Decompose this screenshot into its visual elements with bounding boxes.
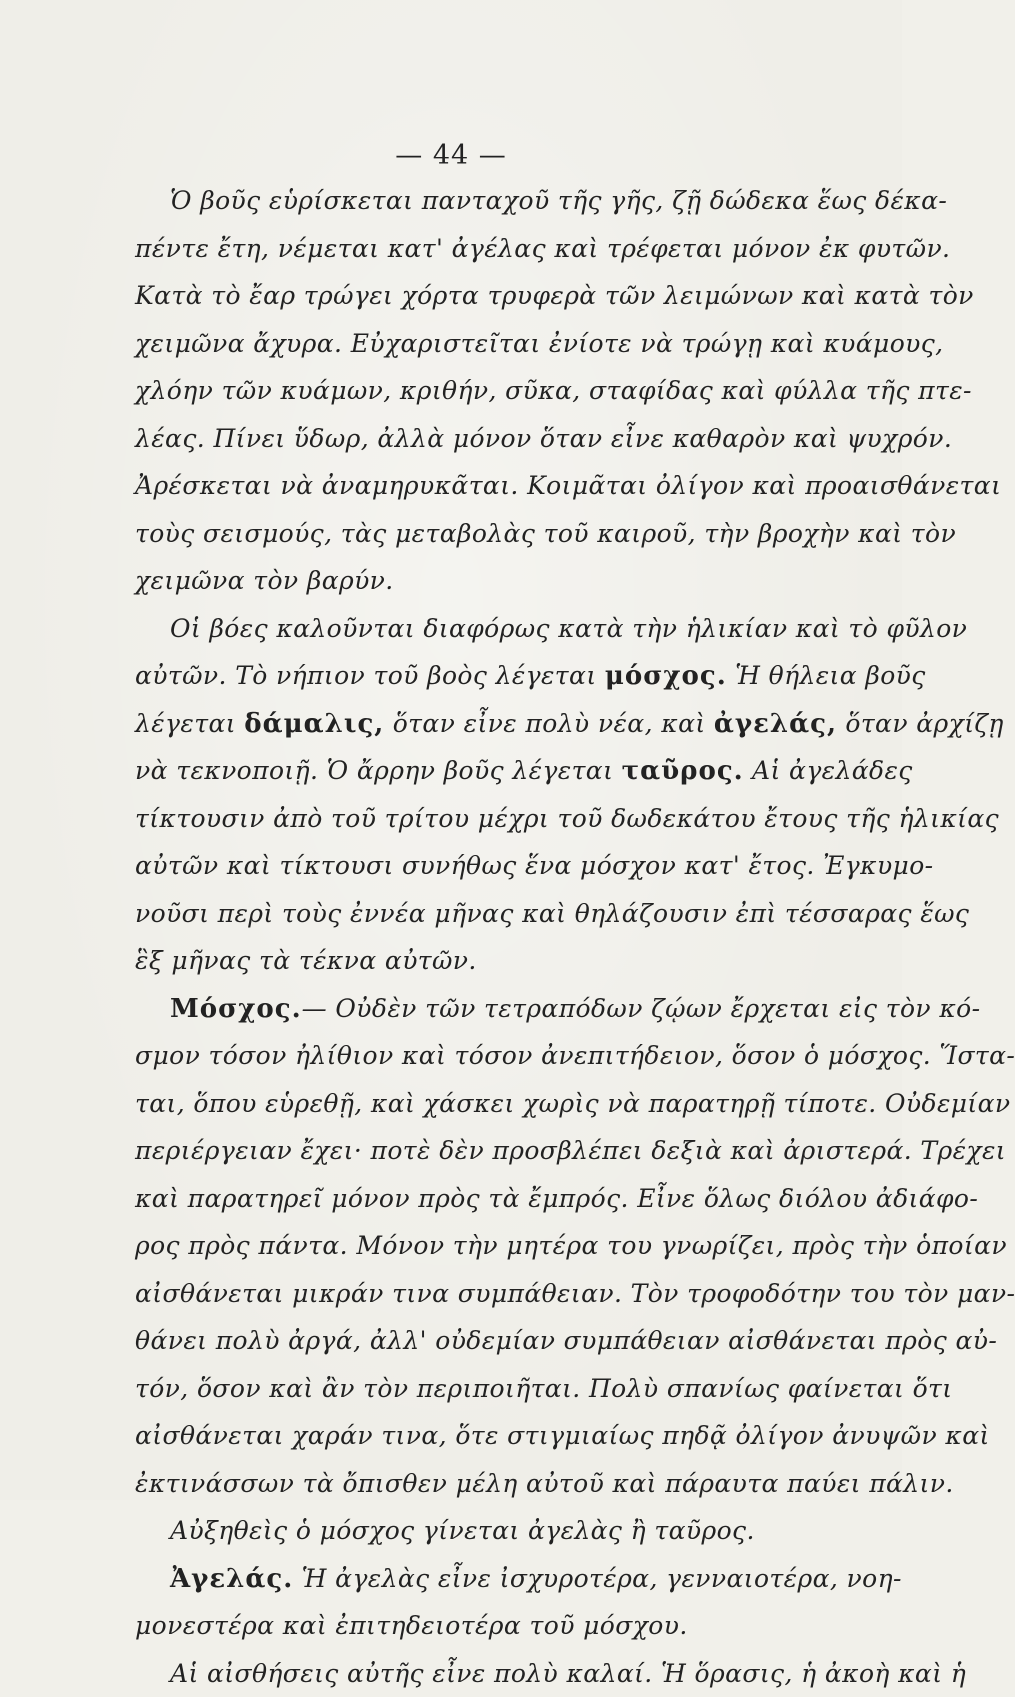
text-line: Οἱ βόες καλοῦνται διαφόρως κατὰ τὴν ἡλικίαν καὶ τὸ φῦλον — [135, 605, 890, 653]
text-fragment: Αἱ ἀγελάδες — [744, 756, 913, 785]
text-line — [135, 747, 890, 795]
term-cow: ἀγελάς, — [714, 709, 837, 739]
text-line: τοὺς σεισμούς, τὰς μεταβολὰς τοῦ καιροῦ, τὴν βροχὴν καὶ τὸν — [135, 510, 890, 558]
text-line: αἰσθάνεται μικράν τινα συμπάθειαν. Τὸν τροφοδότην του τὸν μαν- — [135, 1270, 890, 1318]
text-line: καὶ παρατηρεῖ μόνον πρὸς τὰ ἔμπρός. Εἶνε ὅλως διόλου ἀδιάφο- — [135, 1175, 890, 1223]
text-fragment: λέγεται — [135, 709, 244, 738]
text-fragment: νὰ τεκνοποιῇ. Ὁ ἄρρην βοῦς λέγεται — [135, 756, 622, 785]
text-line: λέας. Πίνει ὕδωρ, ἀλλὰ μόνον ὅταν εἶνε καθαρὸν καὶ ψυχρόν. — [135, 415, 890, 463]
text-line: χλόην τῶν κυάμων, κριθήν, σῦκα, σταφίδας καὶ φύλλα τῆς πτε- — [135, 367, 890, 415]
text-fragment: αὐτῶν. Τὸ νήπιον τοῦ βοὸς λέγεται — [135, 661, 605, 690]
text-line: Κατὰ τὸ ἔαρ τρώγει χόρτα τρυφερὰ τῶν λειμώνων καὶ κατὰ τὸν — [135, 272, 890, 320]
text-line: αὐτῶν καὶ τίκτουσι συνήθως ἕνα μόσχον κατ' ἔτος. Ἐγκυμο- — [135, 842, 890, 890]
text-fragment: — Οὐδὲν τῶν τετραπόδων ζῴων ἔρχεται εἰς τὸν κό- — [302, 994, 981, 1023]
text-line: πέντε ἔτη, νέμεται κατ' ἀγέλας καὶ τρέφεται μόνον ἐκ φυτῶν. — [135, 225, 890, 273]
text-fragment: ὅταν ἀρχίζῃ — [837, 709, 1004, 738]
text-line: ται, ὅπου εὑρεθῇ, καὶ χάσκει χωρὶς νὰ παρατηρῇ τίποτε. Οὐδεμίαν — [135, 1080, 890, 1128]
text-fragment: Ἡ ἀγελὰς εἶνε ἰσχυροτέρα, γενναιοτέρα, νοη- — [293, 1564, 902, 1593]
text-line: μονεστέρα καὶ ἐπιτηδειοτέρα τοῦ μόσχου. — [135, 1602, 890, 1650]
text-line: ἐκτινάσσων τὰ ὄπισθεν μέλη αὐτοῦ καὶ πάραυτα παύει πάλιν. — [135, 1460, 890, 1508]
text-line: τίκτουσιν ἀπὸ τοῦ τρίτου μέχρι τοῦ δωδεκάτου ἔτους τῆς ἡλικίας — [135, 795, 890, 843]
text-line: νοῦσι περὶ τοὺς ἐννέα μῆνας καὶ θηλάζουσιν ἐπὶ τέσσαρας ἕως — [135, 890, 890, 938]
body-text — [135, 177, 890, 1697]
text-line: αἰσθάνεται χαράν τινα, ὅτε στιγμιαίως πηδᾷ ὀλίγον ἀνυψῶν καὶ — [135, 1412, 890, 1460]
term-bull: ταῦρος. — [622, 756, 744, 786]
page-number: — 44 — — [0, 140, 902, 171]
text-line — [135, 652, 890, 700]
term-heifer: δάμαλις, — [244, 709, 384, 739]
term-calf: μόσχος. — [605, 661, 727, 691]
text-fragment: ὅταν εἶνε πολὺ νέα, καὶ — [384, 709, 714, 738]
text-line: ἓξ μῆνας τὰ τέκνα αὐτῶν. — [135, 937, 890, 985]
text-line: θάνει πολὺ ἀργά, ἀλλ' οὐδεμίαν συμπάθειαν αἰσθάνεται πρὸς αὐ- — [135, 1317, 890, 1365]
text-line — [135, 700, 890, 748]
text-line: τόν, ὅσον καὶ ἂν τὸν περιποιῆται. Πολὺ σπανίως φαίνεται ὅτι — [135, 1365, 890, 1413]
text-line: Αὐξηθεὶς ὁ μόσχος γίνεται ἀγελὰς ἢ ταῦρος. — [135, 1507, 890, 1555]
text-line: Αἱ αἰσθήσεις αὐτῆς εἶνε πολὺ καλαί. Ἡ ὅρασις, ἡ ἀκοὴ καὶ ἡ — [135, 1650, 890, 1697]
text-line: Ἀρέσκεται νὰ ἀναμηρυκᾶται. Κοιμᾶται ὀλίγον καὶ προαισθάνεται — [135, 462, 890, 510]
text-line — [135, 985, 890, 1033]
text-fragment: Ἡ θήλεια βοῦς — [727, 661, 926, 690]
heading-cow: Ἀγελάς. — [170, 1564, 293, 1594]
text-line — [135, 1555, 890, 1603]
text-line: σμον τόσον ἠλίθιον καὶ τόσον ἀνεπιτήδειον, ὅσον ὁ μόσχος. Ἵστα- — [135, 1032, 890, 1080]
text-line: Ὁ βοῦς εὑρίσκεται πανταχοῦ τῆς γῆς, ζῇ δώδεκα ἕως δέκα- — [135, 177, 890, 225]
text-line: περιέργειαν ἔχει· ποτὲ δὲν προσβλέπει δεξιὰ καὶ ἀριστερά. Τρέχει — [135, 1127, 890, 1175]
heading-calf: Μόσχος. — [170, 994, 302, 1024]
text-line: χειμῶνα ἄχυρα. Εὐχαριστεῖται ἐνίοτε νὰ τρώγῃ καὶ κυάμους, — [135, 320, 890, 368]
text-line: ρος πρὸς πάντα. Μόνον τὴν μητέρα του γνωρίζει, πρὸς τὴν ὁποίαν — [135, 1222, 890, 1270]
text-line: χειμῶνα τὸν βαρύν. — [135, 557, 890, 605]
